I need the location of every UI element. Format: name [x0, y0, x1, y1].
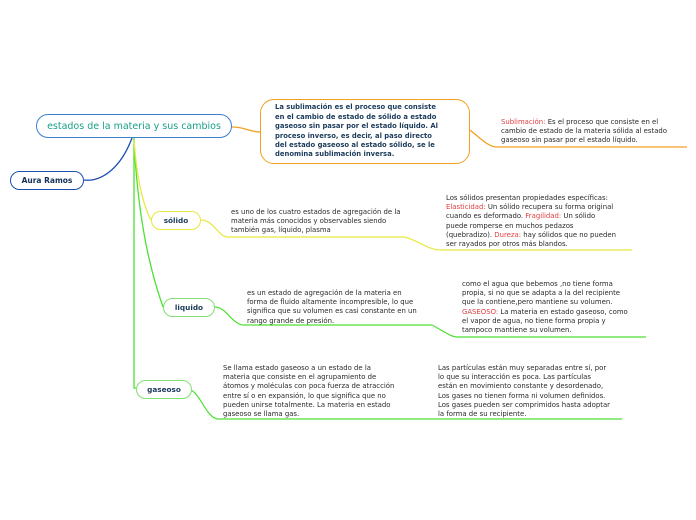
link-root-gaseoso — [134, 138, 136, 388]
gaseoso-detail: Las partículas están muy separadas entre sí, por lo que su interacción es poca. Las partículas están en movimiento constante y desordenado, Los gases no tienen forma ni volumen definidos. Los gases pueden ser comprimidos hasta adoptar la forma de su recipiente. — [438, 364, 610, 419]
liquido-label: liquido — [174, 303, 204, 312]
solido-label: sólido — [163, 216, 189, 225]
root-title: estados de la materia y sus cambios — [47, 120, 221, 132]
sublimation-bubble[interactable] — [260, 99, 470, 164]
solido-properties: Los sólidos presentan propiedades específicas: Elasticidad: Un sólido recupera su forma original cuando es deformado. Fragilidad: Un sólido puede romperse en muchos pedazos (quebradizo). Dureza: hay sólidos que no pueden ser rayados por otros más blandos. — [446, 194, 617, 249]
liquido-example: como el agua que bebemos ,no tiene forma propia, si no que se adapta a la del recipiente que la contiene,pero mantiene su volumen. GASEOSO: La materia en estado gaseoso, como el vapor de agua, no tiene forma propia y tampoco mantiene su volumen. — [462, 280, 628, 335]
sublimation-note: Sublimación: Es el proceso que consiste en el cambio de estado de la materia sólida al estado gaseoso sin pasar por el estado líquido. — [501, 118, 668, 145]
link-root-author — [84, 138, 132, 180]
node-liquido[interactable] — [163, 298, 215, 317]
solido-description: es uno de los cuatro estados de agregación de la materia más conocidos y observables siendo también gas, líquido, plasma — [231, 208, 401, 235]
liquido-description: es un estado de agregación de la materia en forma de fluido altamente incompresible, lo que significa que su volumen es casi constante en un rango grande de presión. — [247, 289, 417, 325]
root-topic[interactable] — [36, 114, 232, 138]
author-node[interactable] — [10, 171, 84, 190]
node-solido[interactable] — [151, 211, 201, 230]
gaseoso-label: gaseoso — [147, 385, 181, 394]
sublimation-text: La sublimación es el proceso que consiste en el cambio de estado de sólido a estado gaseoso sin pasar por el estado líquido. Al proceso inverso, es decir, al paso directo del estado gaseoso al estado sólido, se le denomina sublimación inversa. — [275, 103, 438, 159]
gaseoso-description: Se llama estado gaseoso a un estado de la materia que consiste en el agrupamiento de átomos y moléculas con poca fuerza de atracción entre sí o en expansión, lo que significa que no pueden unirse totalmente. La materia en estado gaseoso se llama gas. — [223, 364, 395, 419]
author-name: Aura Ramos — [21, 176, 73, 185]
link-root-sublimacion — [232, 127, 260, 132]
node-gaseoso[interactable] — [136, 380, 192, 399]
